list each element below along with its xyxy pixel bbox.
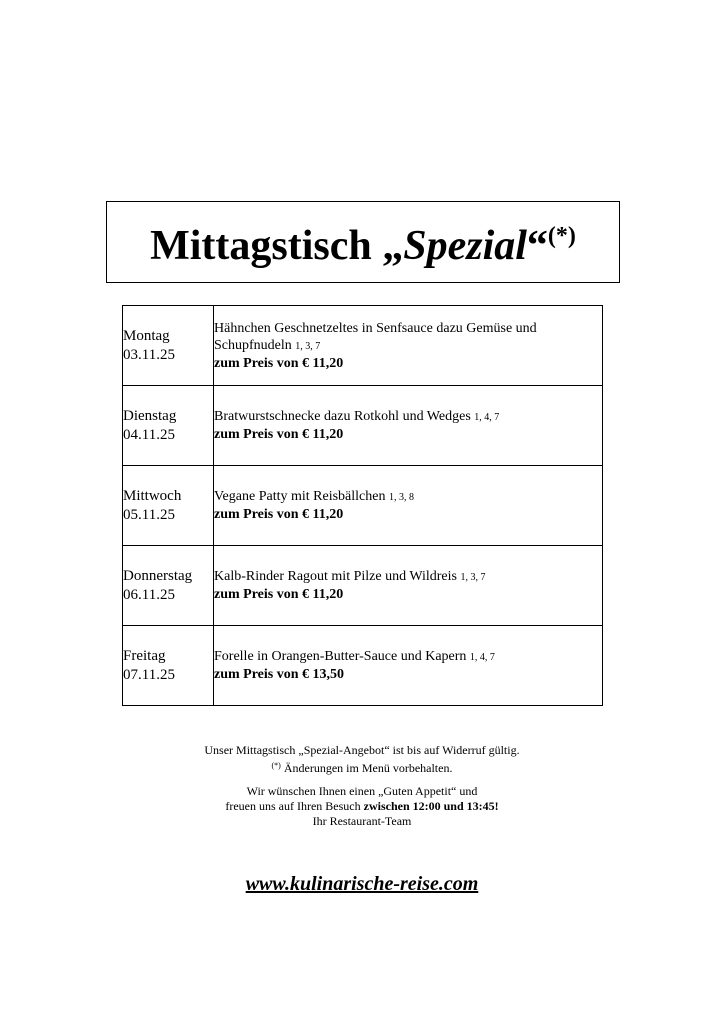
allergens: 1, 4, 7 [474,412,500,423]
greeting-line: Wir wünschen Ihnen einen „Guten Appetit“ und [246,784,478,798]
day-name: Dienstag [123,407,177,424]
visit-text: freuen uns auf Ihren Besuch [225,799,364,813]
price: zum Preis von € 11,20 [214,507,344,522]
day-date: 07.11.25 [123,666,175,683]
allergens: 1, 3, 7 [460,572,486,583]
dish-description [214,320,602,355]
title-prefix: Mittagstisch „ [150,222,404,269]
title-suffix: “ [526,222,548,269]
day-cell [123,546,214,626]
day-name: Montag [123,327,170,344]
dish-name: Bratwurstschnecke dazu Rotkohl und Wedges [214,409,471,424]
day-cell [123,306,214,386]
validity-note: Unser Mittagstisch „Spezial-Angebot“ ist bis auf Widerruf gültig. [204,743,520,757]
day-date: 05.11.25 [123,506,175,523]
title-spezial: Spezial [403,222,527,269]
dish-name: Hähnchen Geschnetzeltes in Senfsauce dazu Gemüse und Schupfnudeln [214,320,537,353]
dish-description [214,488,602,506]
day-name: Donnerstag [123,567,193,584]
dish-name: Kalb-Rinder Ragout mit Pilze und Wildreis [214,569,457,584]
website-link[interactable]: www.kulinarische-reise.com [245,873,479,895]
day-date: 04.11.25 [123,426,175,443]
visit-line [0,799,724,814]
dish-description [214,568,602,586]
day-name: Mittwoch [123,487,182,504]
dish-name: Vegane Patty mit Reisbällchen [214,489,386,504]
menu-table [122,305,603,706]
changes-text: Änderungen im Menü vorbehalten. [280,761,453,775]
price: zum Preis von € 11,20 [214,427,344,442]
table-row [123,386,603,466]
table-row [123,306,603,386]
page-title [150,218,576,267]
dish-cell [214,626,603,706]
allergens: 1, 3, 8 [388,492,414,503]
dish-description [214,408,602,426]
dish-cell [214,386,603,466]
changes-note [0,758,724,776]
dish-description [214,648,602,666]
dish-name: Forelle in Orangen-Butter-Sauce und Kapern [214,649,467,664]
day-cell [123,626,214,706]
price: zum Preis von € 11,20 [214,587,344,602]
table-row [123,546,603,626]
price: zum Preis von € 13,50 [214,667,345,682]
dish-cell [214,546,603,626]
title-marker: (*) [547,222,576,249]
changes-marker: (*) [271,761,281,770]
price: zum Preis von € 11,20 [214,355,344,371]
dish-cell [214,466,603,546]
table-row [123,466,603,546]
signature: Ihr Restaurant-Team [312,814,412,828]
allergens: 1, 4, 7 [469,652,495,663]
day-cell [123,386,214,466]
title-box [106,201,620,283]
table-row [123,626,603,706]
day-cell [123,466,214,546]
opening-hours: zwischen 12:00 und 13:45! [363,799,499,813]
day-date: 06.11.25 [123,586,175,603]
footer-notes [0,743,724,829]
allergens: 1, 3, 7 [295,340,321,352]
day-name: Freitag [123,647,166,664]
day-date: 03.11.25 [123,346,175,363]
dish-cell [214,306,603,386]
